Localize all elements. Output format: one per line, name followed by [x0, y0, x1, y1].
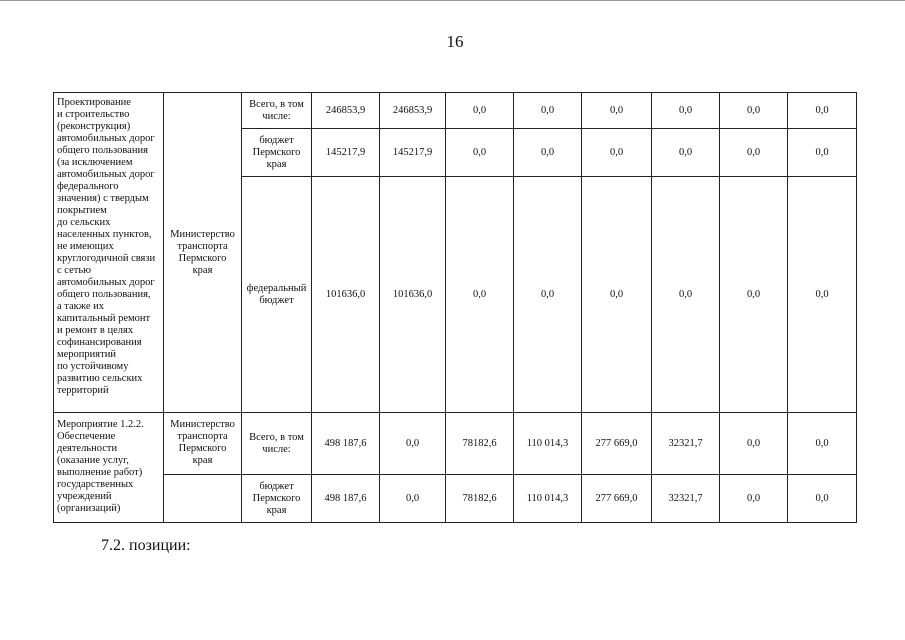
- value-cell: 0,0: [788, 93, 857, 129]
- value-cell: 0,0: [582, 177, 652, 413]
- value-cell: 0,0: [582, 93, 652, 129]
- section-heading: 7.2. позиции:: [101, 537, 191, 554]
- value-cell: 0,0: [652, 177, 720, 413]
- value-cell: 277 669,0: [582, 413, 652, 475]
- value-cell: 78182,6: [446, 413, 514, 475]
- value-cell: 0,0: [514, 93, 582, 129]
- funding-source: бюджет Пермского края: [242, 129, 312, 177]
- value-cell: 32321,7: [652, 413, 720, 475]
- funding-source: Всего, в том числе:: [242, 93, 312, 129]
- value-cell: 0,0: [788, 475, 857, 523]
- value-cell: 0,0: [446, 93, 514, 129]
- value-cell: 78182,6: [446, 475, 514, 523]
- value-cell: 0,0: [788, 177, 857, 413]
- value-cell: 246853,9: [380, 93, 446, 129]
- value-cell: 0,0: [652, 129, 720, 177]
- value-cell: 0,0: [788, 413, 857, 475]
- value-cell: 246853,9: [312, 93, 380, 129]
- value-cell: 101636,0: [312, 177, 380, 413]
- funding-source: Всего, в том числе:: [242, 413, 312, 475]
- page-top-rule: [0, 0, 905, 1]
- table-row: [54, 413, 857, 475]
- value-cell: 0,0: [720, 475, 788, 523]
- value-cell: 0,0: [720, 93, 788, 129]
- activity-description: Проектирование и строительство (реконструкция) автомобильных дорог общего пользования (за исключением автомобильных дорог федерального значения) с твердым покрытием до сельских населенных пунктов, не имеющих круглогодичной связи с сетью автомобильных дорог общего пользования, а также их капитальный ремонт и ремонт в целях софинансирования мероприятий по устойчивому развитию сельских территорий: [54, 93, 164, 413]
- table-row: [54, 93, 857, 129]
- value-cell: 0,0: [380, 413, 446, 475]
- funding-source: бюджет Пермского края: [242, 475, 312, 523]
- value-cell: 0,0: [514, 129, 582, 177]
- value-cell: 0,0: [380, 475, 446, 523]
- value-cell: 0,0: [582, 129, 652, 177]
- funding-source: федеральный бюджет: [242, 177, 312, 413]
- value-cell: 0,0: [446, 129, 514, 177]
- value-cell: 0,0: [514, 177, 582, 413]
- value-cell: 110 014,3: [514, 475, 582, 523]
- value-cell: 145217,9: [312, 129, 380, 177]
- responsible-executor-empty: [164, 475, 242, 523]
- table-row: [54, 475, 857, 523]
- value-cell: 110 014,3: [514, 413, 582, 475]
- page-number: 16: [446, 32, 464, 51]
- value-cell: 0,0: [720, 413, 788, 475]
- value-cell: 0,0: [788, 129, 857, 177]
- activity-description: Мероприятие 1.2.2. Обеспечение деятельности (оказание услуг, выполнение работ) государственных учреждений (организаций): [54, 413, 164, 523]
- value-cell: 498 187,6: [312, 413, 380, 475]
- budget-table: [53, 92, 857, 523]
- value-cell: 0,0: [652, 93, 720, 129]
- value-cell: 498 187,6: [312, 475, 380, 523]
- value-cell: 277 669,0: [582, 475, 652, 523]
- value-cell: 101636,0: [380, 177, 446, 413]
- value-cell: 0,0: [720, 129, 788, 177]
- responsible-executor: Министерство транспорта Пермского края: [164, 413, 242, 475]
- value-cell: 0,0: [446, 177, 514, 413]
- value-cell: 32321,7: [652, 475, 720, 523]
- value-cell: 0,0: [720, 177, 788, 413]
- value-cell: 145217,9: [380, 129, 446, 177]
- responsible-executor: Министерство транспорта Пермского края: [164, 93, 242, 413]
